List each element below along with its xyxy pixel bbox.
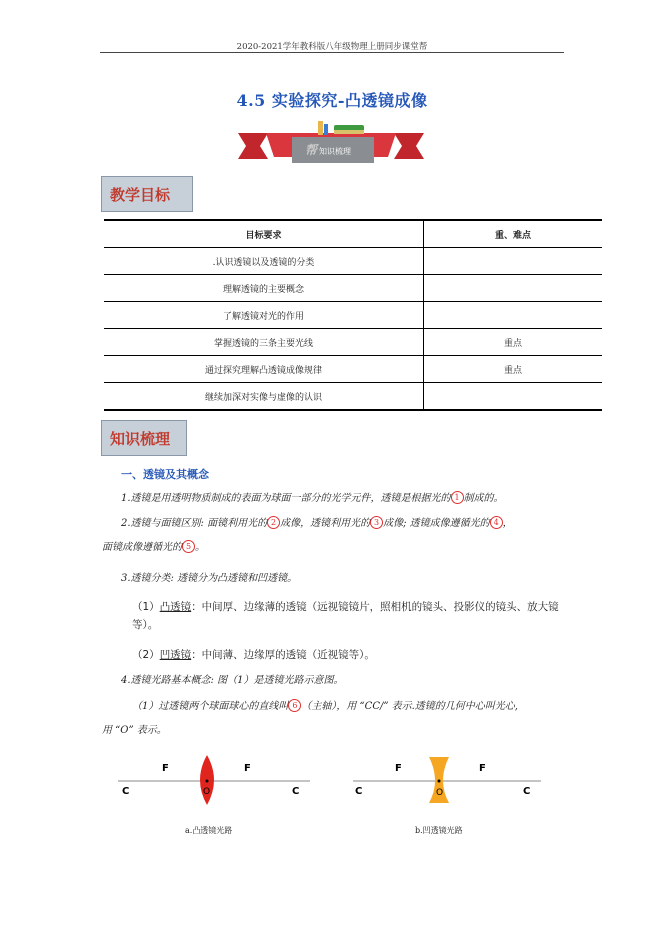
blank-number: 2	[267, 516, 280, 529]
paragraph-1	[121, 490, 571, 508]
table-header: 目标要求	[104, 220, 424, 248]
term: 凹透镜	[159, 649, 192, 661]
table-cell	[424, 383, 603, 411]
table-cell: 掌握透镜的三条主要光线	[104, 329, 424, 356]
blank-number: 4	[490, 516, 503, 529]
paragraph-7	[102, 698, 570, 740]
label-c-right: C	[292, 786, 300, 797]
label-f-left: F	[162, 763, 169, 774]
text: ，	[502, 518, 513, 529]
table-cell	[424, 275, 603, 302]
table-cell: .认识透镜以及透镜的分类	[104, 248, 424, 275]
blank-number: 1	[451, 491, 464, 504]
blank-number: 3	[370, 516, 383, 529]
label-f-right: F	[244, 763, 251, 774]
text: （2）	[132, 649, 160, 661]
paragraph-5	[132, 646, 600, 664]
header-text: 2020-2021学年教科版八年级物理上册同步课堂帮	[236, 42, 428, 52]
text: 1.透镜是用透明物质制成的表面为球面一部分的光学元件，透镜是根据光的	[121, 493, 451, 504]
label-f-right: F	[479, 763, 486, 774]
paragraph-2	[102, 515, 570, 557]
label-o: O	[436, 788, 444, 798]
banner-label	[293, 140, 375, 160]
text: 成像; 透镜成像遵循光的	[383, 518, 490, 529]
paragraph-3: 3.透镜分类: 透镜分为凸透镜和凹透镜。	[121, 573, 298, 584]
optical-center-dot	[206, 780, 209, 783]
table-header-row	[104, 220, 602, 248]
table-cell	[424, 302, 603, 329]
section-knowledge	[101, 420, 187, 456]
banner-char: 帮	[305, 143, 318, 157]
concave-caption: b.凹透镜光路	[415, 826, 463, 835]
text: 。	[195, 542, 205, 553]
convex-caption: a.凸透镜光路	[185, 826, 233, 835]
blank-number: 6	[288, 699, 301, 712]
table-cell: 继续加深对实像与虚像的认识	[104, 383, 424, 411]
text: （1）过透镜两个球面球心的直线叫	[132, 701, 289, 712]
table-cell: 了解透镜对光的作用	[104, 302, 424, 329]
table-row	[104, 248, 602, 275]
text: （主轴），用 “CC/” 表示.透镜的几何中心叫光心,	[301, 701, 518, 712]
table-cell: 理解透镜的主要概念	[104, 275, 424, 302]
table-row	[104, 302, 602, 329]
table-row	[104, 275, 602, 302]
page-title: 4.5 实验探究-凸透镜成像	[236, 91, 428, 110]
text: 面镜成像遵循光的	[102, 542, 182, 553]
table-row	[104, 329, 602, 356]
table-cell: 重点	[424, 329, 603, 356]
section-title: 教学目标	[110, 186, 171, 204]
table-row	[104, 356, 602, 383]
blank-number: 5	[182, 540, 195, 553]
section-title: 知识梳理	[110, 430, 171, 448]
paragraph-4	[102, 598, 570, 634]
text: ：中间薄、边缘厚的透镜（近视镜等）。	[191, 649, 375, 661]
label-o: O	[203, 787, 211, 797]
text: 用 “O” 表示。	[102, 725, 167, 736]
convex-lens-diagram	[118, 755, 314, 805]
paragraph-6: 4.透镜光路基本概念: 图（1）是透镜光路示意图。	[121, 675, 344, 686]
header-rule	[100, 52, 564, 53]
label-f-left: F	[395, 763, 402, 774]
table-cell	[424, 248, 603, 275]
label-c-right: C	[523, 786, 531, 797]
table-cell: 重点	[424, 356, 603, 383]
banner-text: 知识梳理	[319, 147, 352, 156]
text: （1）	[132, 601, 160, 613]
section-teaching-goals	[101, 176, 193, 212]
label-c-left: C	[355, 786, 363, 797]
text: 2.透镜与面镜区别: 面镜利用光的	[121, 518, 268, 529]
text: 成像，透镜利用光的	[280, 518, 371, 529]
goals-table	[104, 219, 602, 411]
concave-lens-diagram	[353, 755, 547, 805]
table-row	[104, 383, 602, 411]
text: ：中间厚、边缘薄的透镜（远视镜镜片，照相机的镜头、投影仪的镜头、放大镜等）。	[132, 601, 559, 631]
table-header: 重、难点	[424, 220, 603, 248]
term: 凸透镜	[159, 601, 192, 613]
label-c-left: C	[122, 786, 130, 797]
sub-heading: 一、透镜及其概念	[121, 468, 209, 481]
text: 制成的。	[463, 493, 504, 504]
table-cell: 通过探究理解凸透镜成像规律	[104, 356, 424, 383]
optical-center-dot	[438, 780, 441, 783]
